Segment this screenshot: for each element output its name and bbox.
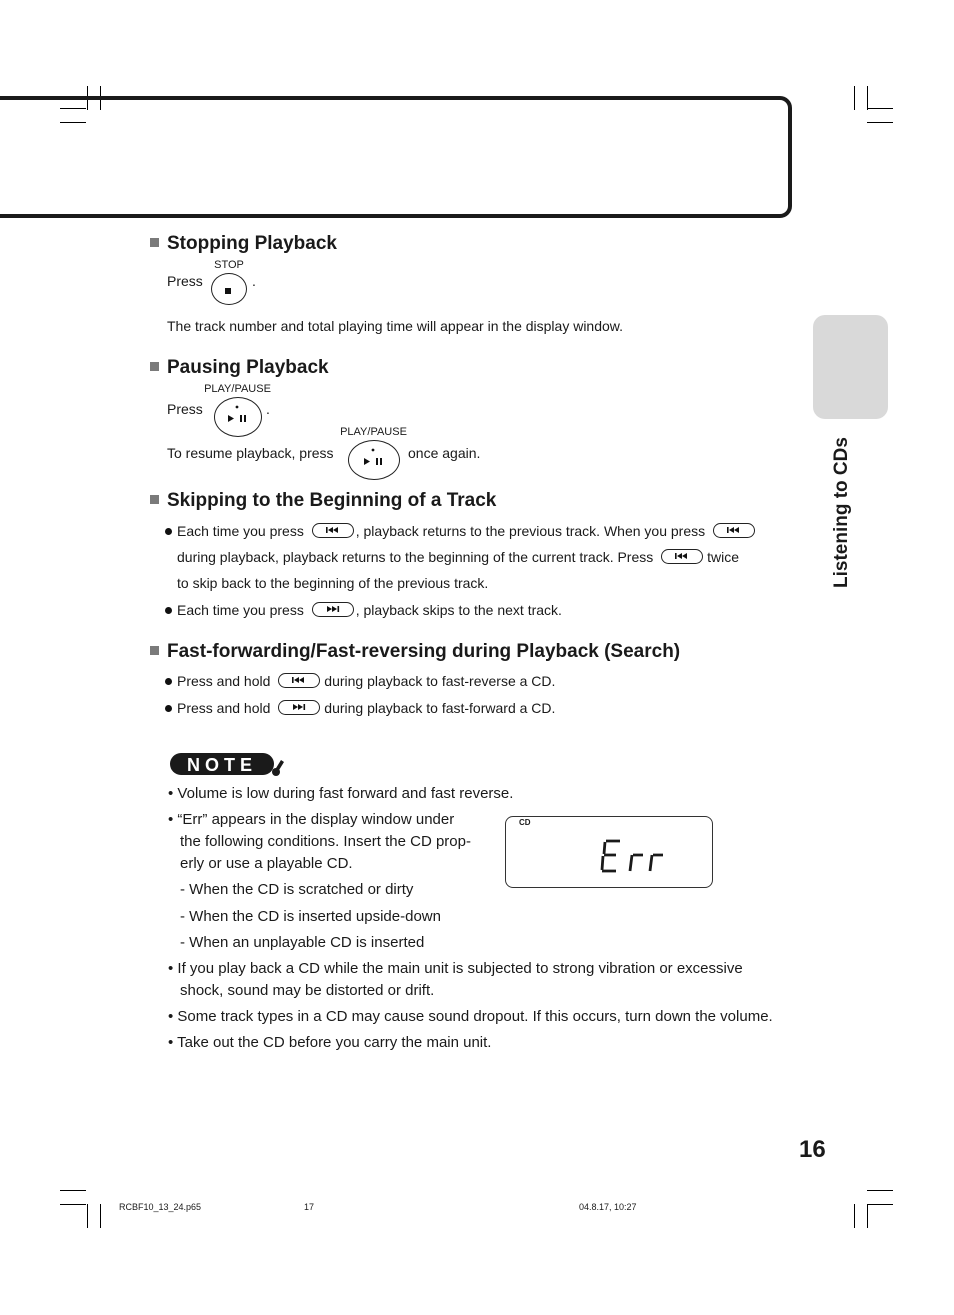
stop-button — [211, 273, 247, 305]
note-item-3: • If you play back a CD while the main unit is subjected to strong vibration or excessive — [168, 960, 743, 977]
skip-back-icon — [279, 674, 319, 686]
note-item-2-line-2: the following conditions. Insert the CD prop- — [180, 833, 471, 850]
skip-bullet-1-line-2: during playback, playback returns to the beginning of the current track. Press twice — [177, 549, 740, 565]
note-item-3-line-2: shock, sound may be distorted or drift. — [180, 982, 435, 999]
note-item-2-line-3: erly or use a playable CD. — [180, 855, 353, 872]
skip-forward-icon — [279, 701, 319, 713]
stop-press-text: Press — [167, 273, 203, 289]
stop-button-caption: STOP — [214, 259, 244, 271]
resume-post-text: once again. — [408, 445, 481, 461]
skip-back-button — [278, 673, 320, 688]
skip-back-button — [713, 523, 755, 538]
stop-period: . — [252, 273, 256, 289]
play-pause-icon — [349, 441, 398, 478]
note-item-2: • “Err” appears in the display window under — [168, 811, 455, 828]
pause-press-text: Press — [167, 401, 203, 417]
search-bullet-2: Press and hold during playback to fast-forward a CD. — [165, 700, 555, 716]
resume-text: To resume playback, press — [167, 445, 334, 461]
note-item-4: • Some track types in a CD may cause sound dropout. If this occurs, turn down the volume. — [168, 1008, 773, 1025]
pause-button-caption: PLAY/PAUSE — [204, 383, 271, 395]
section-label: Listening to CDs — [831, 437, 852, 588]
skip-bullet-1-line-3: to skip back to the beginning of the previous track. — [177, 575, 489, 591]
bullet-dot — [165, 607, 172, 614]
skip-forward-button — [278, 700, 320, 715]
search-bullet-1: Press and hold during playback to fast-reverse a CD. — [165, 673, 555, 689]
skip-back-button — [312, 523, 354, 538]
display-window — [505, 816, 713, 888]
skip-heading: Skipping to the Beginning of a Track — [150, 490, 496, 512]
footer-file: RCBF10_13_24.p65 — [119, 1202, 202, 1212]
resume-play-pause-button — [348, 440, 400, 480]
note-item-5: • Take out the CD before you carry the main unit. — [168, 1034, 492, 1051]
skip-forward-button — [312, 602, 354, 617]
skip-back-icon — [662, 550, 702, 562]
skip-bullet-2: Each time you press , playback skips to the next track. — [165, 602, 562, 618]
footer-timestamp: 04.8.17, 10:27 — [579, 1202, 637, 1212]
pause-period: . — [266, 401, 270, 417]
note-badge — [170, 752, 284, 778]
bullet-dot — [165, 705, 172, 712]
stop-icon — [212, 274, 245, 303]
play-pause-icon — [215, 398, 260, 435]
section-tab — [813, 315, 888, 419]
footer-page: 17 — [304, 1202, 315, 1212]
search-heading: Fast-forwarding/Fast-reversing during Playback (Search) — [150, 641, 680, 663]
note-sub-item-1: - When the CD is scratched or dirty — [180, 881, 414, 898]
stop-heading: Stopping Playback — [150, 233, 337, 255]
page-number: 16 — [799, 1136, 826, 1163]
skip-back-button — [661, 549, 703, 564]
resume-button-caption: PLAY/PAUSE — [340, 426, 407, 438]
skip-back-icon — [714, 524, 754, 536]
play-pause-button — [214, 397, 262, 437]
bullet-dot — [165, 528, 172, 535]
note-label: NOTE — [186, 755, 257, 775]
bullet-dot — [165, 678, 172, 685]
skip-back-icon — [313, 524, 353, 536]
note-sub-item-3: - When an unplayable CD is inserted — [180, 934, 425, 951]
display-err-icon — [600, 837, 680, 877]
note-item-1: • Volume is low during fast forward and fast reverse. — [168, 785, 514, 802]
header-frame — [0, 96, 792, 218]
skip-forward-icon — [313, 603, 353, 615]
stop-description: The track number and total playing time will appear in the display window. — [167, 318, 624, 334]
display-cd-indicator: CD — [519, 818, 531, 827]
note-sub-item-2: - When the CD is inserted upside-down — [180, 908, 441, 925]
pause-heading: Pausing Playback — [150, 357, 329, 379]
skip-bullet-1: Each time you press , playback returns to the previous track. When you press — [165, 523, 755, 539]
